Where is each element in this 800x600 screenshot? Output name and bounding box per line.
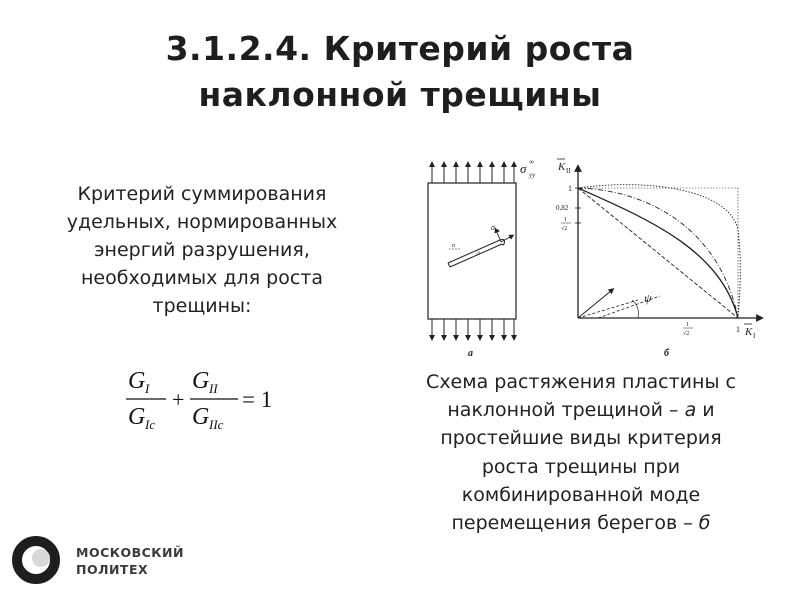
caption-line: комбинированной моде: [461, 483, 701, 506]
stress-label: σ: [520, 161, 527, 176]
term1-numerator: G: [128, 368, 146, 394]
caption-line: [362, 509, 800, 537]
term1-numerator-sub: I: [145, 381, 150, 396]
term2-denominator: G: [192, 404, 210, 430]
y-axis-sub: II: [566, 167, 571, 175]
term2-numerator: G: [192, 368, 210, 394]
equals-one: = 1: [242, 387, 273, 412]
logo-mark-icon: [10, 534, 62, 586]
graph-caption: б: [664, 348, 669, 359]
stress-label-sub: yy: [529, 171, 536, 179]
plate-scheme: [428, 158, 536, 359]
description-line: удельных, нормированных: [66, 211, 338, 233]
psi-reference-dashed: [578, 300, 638, 318]
y-tick-frac-num: 1: [564, 217, 567, 223]
term2-denominator-sub: IIc: [209, 417, 224, 432]
caption-line: Схема растяжения пластины с: [426, 371, 736, 393]
caption-line-text: перемещения берегов –: [451, 512, 699, 535]
caption-line-end: и: [696, 399, 715, 422]
alpha-label: α: [452, 243, 456, 249]
psi-label: ψ: [644, 291, 652, 305]
sigma-n-sub: n: [497, 229, 500, 234]
term2-numerator-sub: II: [209, 381, 218, 396]
description-line: трещины:: [152, 295, 252, 317]
caption-line-text: наклонной трещиной –: [447, 399, 685, 422]
psi-vector: [578, 290, 612, 318]
x-tick-frac-num: 1: [686, 322, 689, 328]
moscow-polytech-logo: [10, 534, 210, 588]
x-tick-frac-den: √2: [683, 331, 690, 337]
term1-denominator: G: [128, 404, 146, 430]
description-line: энергий разрушения,: [94, 239, 310, 261]
x-tick-1: 1: [736, 325, 740, 334]
description-line: Критерий суммирования: [77, 183, 327, 205]
title-line-1: 3.1.2.4. Критерий роста: [165, 29, 635, 68]
stress-label-sup: ∞: [529, 158, 534, 166]
description-line: необходимых для роста: [80, 267, 324, 289]
title-line-2: наклонной трещины: [198, 75, 602, 114]
sigma-n-label: σ: [491, 223, 495, 232]
y-axis-label: K: [558, 161, 566, 173]
plate-caption: а: [468, 348, 473, 359]
logo-text: [76, 544, 184, 578]
caption-letter-a: а: [684, 399, 697, 422]
x-axis-label: K: [745, 326, 753, 338]
top-stress-arrows: [432, 164, 514, 183]
plus-sign: +: [172, 387, 185, 412]
caption-line: роста трещины при: [481, 455, 681, 478]
crack-length-label: 2l: [476, 252, 480, 257]
slide-title: [0, 26, 800, 118]
criterion-description: [12, 180, 392, 320]
caption-line: простейшие виды критерия: [440, 427, 722, 450]
y-tick-1: 1: [568, 184, 572, 193]
y-tick-082: 0,82: [556, 204, 569, 212]
figure-caption: [362, 368, 800, 537]
y-tick-frac-den: √2: [561, 226, 568, 232]
inclined-crack: [448, 230, 512, 267]
bottom-stress-arrows: [432, 319, 514, 338]
x-axis-sub: I: [753, 332, 756, 340]
caption-line: [362, 396, 800, 424]
plate-outline: [428, 183, 516, 319]
criterion-graph: [556, 159, 760, 359]
energy-criterion-formula: [126, 362, 296, 436]
psi-arc: [632, 300, 638, 318]
term1-denominator-sub: Ic: [145, 417, 156, 432]
logo-line-2: ПОЛИТЕХ: [76, 562, 149, 577]
logo-line-1: МОСКОВСКИЙ: [76, 545, 184, 560]
crack-figure: [400, 150, 800, 362]
caption-letter-b: б: [698, 512, 711, 535]
